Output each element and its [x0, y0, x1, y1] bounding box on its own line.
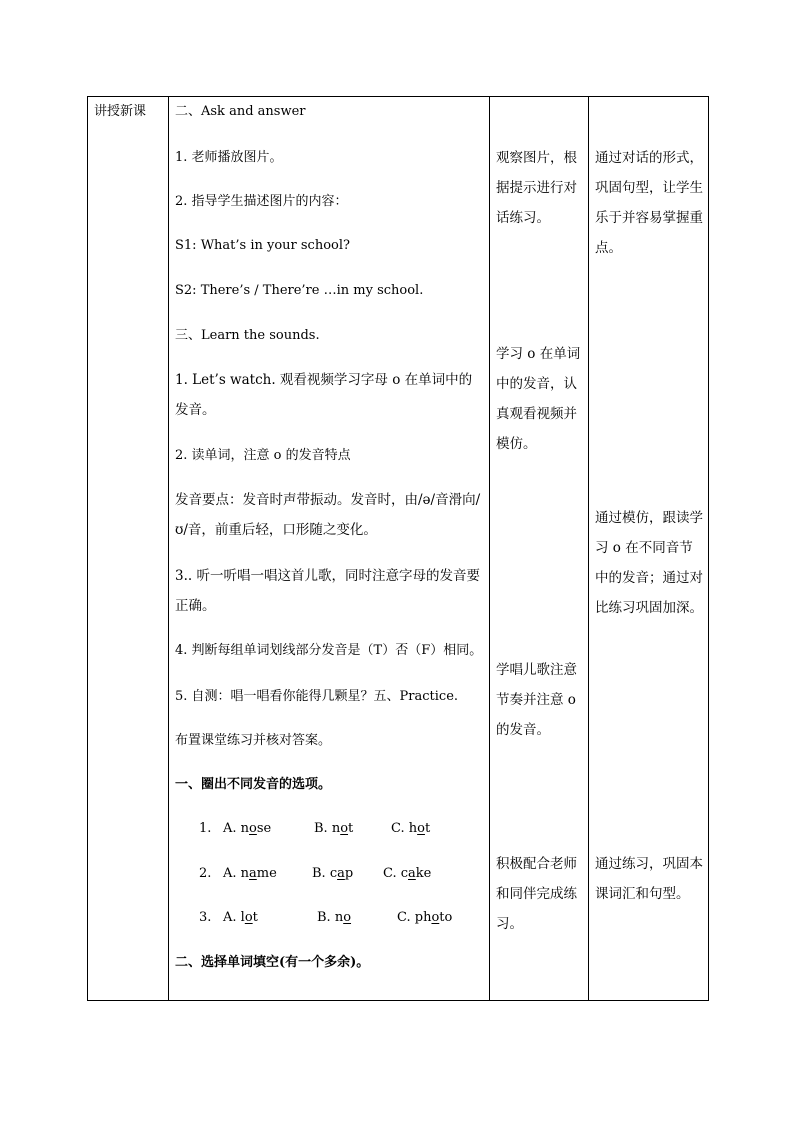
section-title-sounds: 三、Learn the sounds. — [175, 328, 320, 343]
sounds-step-1: 1. Let’s watch. 观看视频学习字母 o 在单词中的发音。 — [175, 372, 473, 418]
ask-step-2: 2. 指导学生描述图片的内容： — [175, 194, 348, 209]
sounds-step-3: 3.. 听一听唱一唱这首儿歌，同时注意字母的发音要正确。 — [175, 568, 480, 614]
section-title-ask-answer: 二、Ask and answer — [175, 104, 306, 119]
practice-note: 布置课堂练习并核对答案。 — [175, 733, 332, 748]
option-b: B. no — [317, 910, 352, 925]
dialog-line-s1: S1: What’s in your school? — [175, 238, 350, 253]
option-b: B. not — [314, 821, 354, 836]
sounds-step-4: 4. 判断每组单词划线部分发音是（T）否（F）相同。 — [175, 643, 483, 658]
option-b: B. cap — [312, 866, 354, 881]
option-c: C. cake — [383, 866, 432, 881]
stage-label: 讲授新课 — [94, 104, 147, 119]
option-c: C. hot — [391, 821, 431, 836]
item-number: 2. — [199, 866, 212, 881]
design-purpose-cell — [589, 97, 709, 1001]
table-row — [88, 97, 709, 1001]
item-number: 1. — [199, 821, 212, 836]
stage-cell — [88, 97, 169, 1001]
option-a: A. lot — [223, 910, 258, 925]
dialog-line-s2: S2: There’s / There’re …in my school. — [175, 283, 424, 298]
sounds-step-2: 2. 读单词，注意 o 的发音特点 — [175, 448, 351, 463]
purpose-3: 通过练习，巩固本课词汇和句型。 — [595, 856, 703, 902]
exercise-2-title: 二、选择单词填空(有一个多余)。 — [175, 955, 370, 970]
option-a: A. name — [223, 866, 277, 881]
teacher-activity-cell — [169, 97, 490, 1001]
student-activity-4: 积极配合老师和同伴完成练习。 — [496, 856, 577, 932]
student-activity-cell — [490, 97, 589, 1001]
lesson-plan-table — [87, 96, 709, 1001]
purpose-2: 通过模仿，跟读学习 o 在不同音节中的发音；通过对比练习巩固加深。 — [595, 510, 703, 616]
student-activity-2: 学习 o 在单词中的发音，认真观看视频并模仿。 — [496, 346, 581, 452]
sounds-step-5: 5. 自测：唱一唱看你能得几颗星？五、Practice. — [175, 689, 459, 704]
option-c: C. photo — [397, 910, 453, 925]
item-number: 3. — [199, 910, 212, 925]
purpose-1: 通过对话的形式，巩固句型，让学生乐于并容易掌握重点。 — [595, 150, 703, 256]
student-activity-1: 观察图片，根据提示进行对话练习。 — [496, 150, 577, 226]
exercise-1-title: 一、圈出不同发音的选项。 — [175, 777, 332, 792]
option-a: A. nose — [223, 821, 272, 836]
pronunciation-note: 发音要点：发音时声带振动。发音时，由/ə/音滑向/ʊ/音，前重后轻，口形随之变化。 — [175, 492, 481, 538]
student-activity-3: 学唱儿歌注意节奏并注意 o 的发音。 — [496, 662, 577, 738]
ask-step-1: 1. 老师播放图片。 — [175, 150, 283, 165]
